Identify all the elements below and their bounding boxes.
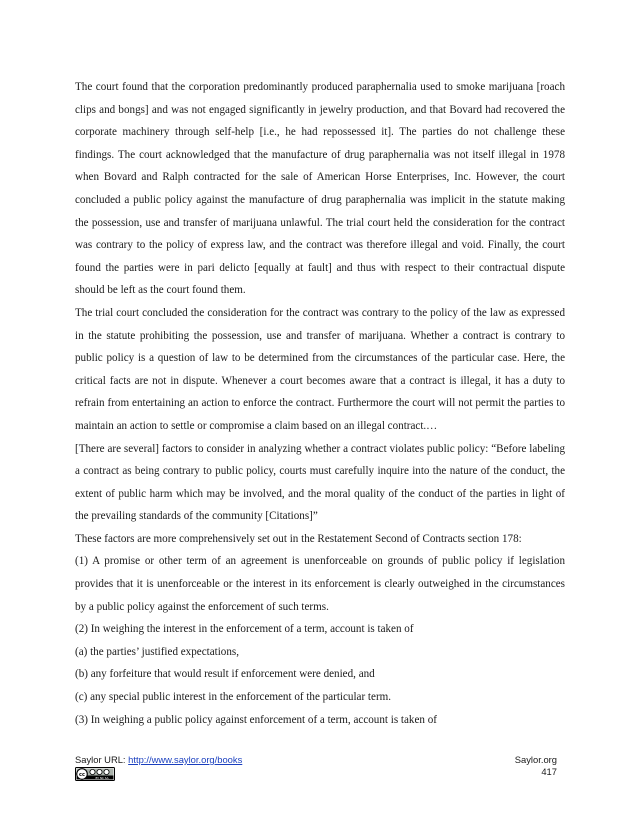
paragraph-court-findings: The court found that the corporation predominantly produced paraphernalia used to smoke marijuana [roach clips and bongs] and was not engaged significantly in jewelry production, and that Bovard had recovered the corporate machinery through self-help [i.e., he had repossessed it]. The parties do not challenge these findings. The court acknowledged that the manufacture of drug paraphernalia was not itself illegal in 1978 when Bovard and Ralph contracted for the sale of American Horse Enterprises, Inc. However, the court concluded a public policy against the manufacture of drug paraphernalia was implicit in the statute making the possession, use and transfer of marijuana unlawful. The trial court held the consideration for the contract was contrary to the policy of express law, and the contract was therefore illegal and void. Finally, the court found the parties were in pari delicto [equally at fault] and thus with respect to their contractual dispute should be left as the court found them. — [75, 81, 565, 297]
footer-url-line — [75, 754, 242, 766]
paragraph-restatement-3: (3) In weighing a public policy against enforcement of a term, account is taken of — [75, 713, 437, 726]
creative-commons-icon — [75, 767, 115, 781]
paragraph-restatement-2a: (a) the parties’ justified expectations, — [75, 645, 239, 658]
page-footer — [75, 754, 557, 794]
footer-url-label: Saylor URL: — [75, 754, 129, 765]
paragraph-restatement-2: (2) In weighing the interest in the enforcement of a term, account is taken of — [75, 623, 414, 636]
footer-right — [515, 754, 557, 778]
paragraph-restatement-2c: (c) any special public interest in the enforcement of the particular term. — [75, 691, 392, 704]
footer-site-name: Saylor.org — [514, 754, 557, 765]
saylor-books-link[interactable]: http://www.saylor.org/books — [128, 754, 243, 765]
paragraph-restatement-intro: These factors are more comprehensively set out in the Restatement Second of Contracts section 178: — [75, 532, 522, 545]
license-badge-text: BY NC SA — [95, 776, 109, 781]
page-number: 417 — [541, 766, 557, 777]
body-text — [75, 76, 565, 731]
paragraph-restatement-1: (1) A promise or other term of an agreement is unenforceable on grounds of public policy if legislation provides that it is unenforceable or the interest in its enforcement is clearly outweighed in the circumstances by a public policy against the enforcement of such terms. — [75, 555, 565, 613]
paragraph-public-policy-factors: [There are several] factors to consider in analyzing whether a contract violates public policy: “Before labeling a contract as being contrary to public policy, courts must carefully inquire into the nature of the conduct, the extent of public harm which may be involved, and the moral quality of the conduct of the parties in light of the prevailing standards of the community [Citations]” — [75, 442, 565, 523]
paragraph-trial-court-conclusion: The trial court concluded the consideration for the contract was contrary to the policy of the law as expressed in the statute prohibiting the possession, use and transfer of marijuana. Whether a contract is contrary to public policy is a question of law to be determined from the circumstances of the particular case. Here, the critical facts are not in dispute. Whenever a court becomes aware that a contract is illegal, it has a duty to refrain from entertaining an action to enforce the contract. Furthermore the court will not permit the parties to maintain an action to settle or compromise a claim based on an illegal contract.… — [75, 306, 565, 432]
paragraph-restatement-2b: (b) any forfeiture that would result if enforcement were denied, and — [75, 668, 375, 681]
svg-text:cc: cc — [79, 771, 85, 778]
